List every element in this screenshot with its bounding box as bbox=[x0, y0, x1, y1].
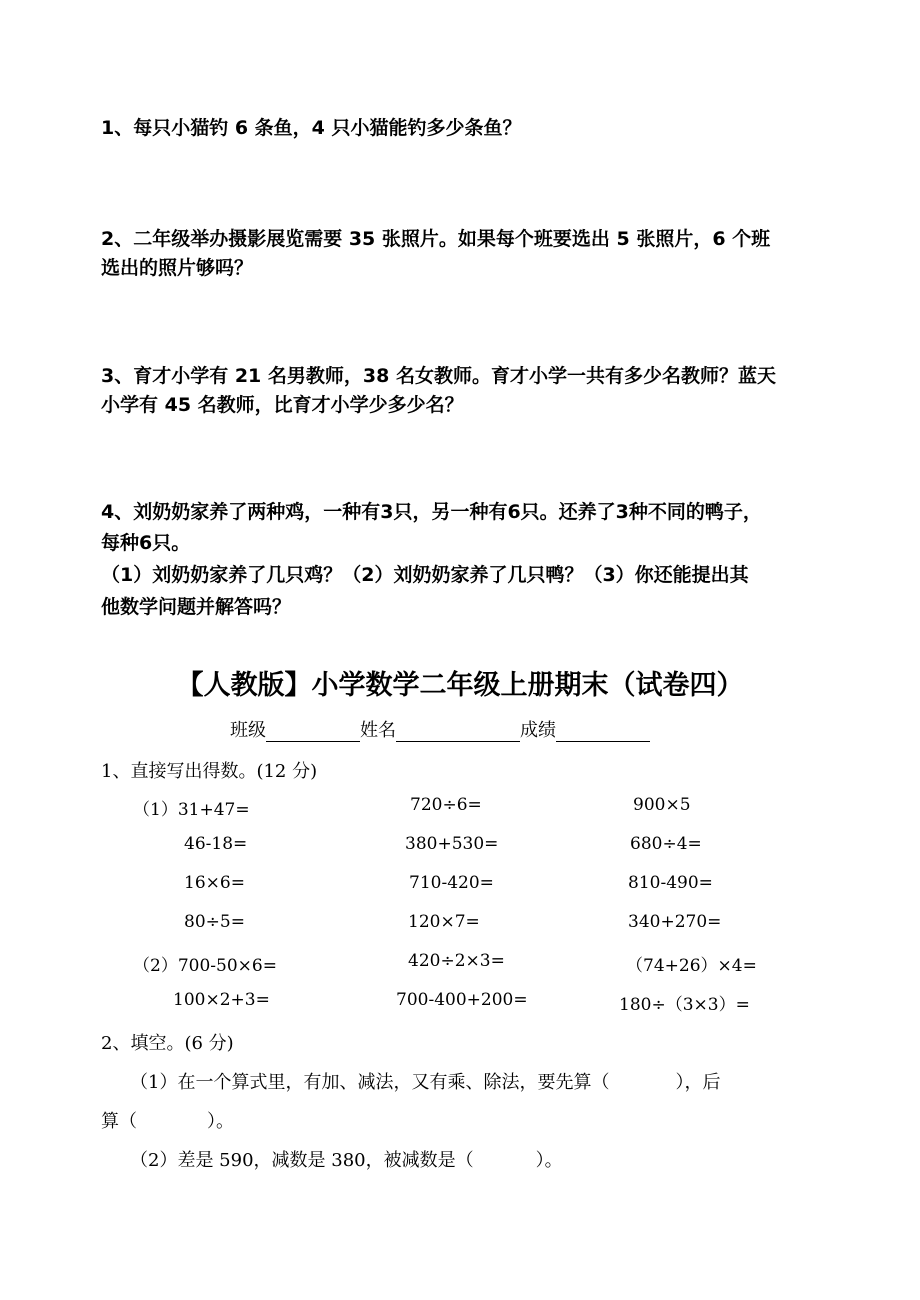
calc-item: 720÷6= bbox=[410, 795, 482, 815]
class-blank[interactable] bbox=[266, 721, 360, 742]
calc-item: 700-400+200= bbox=[396, 990, 528, 1010]
score-blank[interactable] bbox=[556, 721, 650, 742]
name-label: 姓名 bbox=[360, 720, 396, 741]
student-info-row bbox=[230, 716, 650, 742]
calc-item: 900×5 bbox=[633, 795, 691, 815]
problem-4-line-4: 他数学问题并解答吗？ bbox=[101, 596, 292, 618]
calc-item: 16×6= bbox=[184, 873, 245, 893]
calc-item: 180÷（3×3）= bbox=[619, 995, 750, 1015]
calc-item: 120×7= bbox=[408, 912, 480, 932]
section-2-heading: 2、填空。(6 分) bbox=[101, 1033, 234, 1054]
calc-item: （2）700-50×6= bbox=[133, 956, 277, 976]
problem-4-line-2: 每种6只。 bbox=[101, 532, 191, 554]
fill-question-1-line-1 bbox=[130, 1068, 720, 1094]
fill-question-2-text-b: ）。 bbox=[535, 1150, 563, 1171]
problem-3-line-1: 3、育才小学有 21 名男教师，38 名女教师。育才小学一共有多少名教师？蓝天 bbox=[101, 365, 776, 387]
calc-item: （74+26）×4= bbox=[626, 956, 757, 976]
problem-4-line-3: （1）刘奶奶家养了几只鸡？（2）刘奶奶家养了几只鸭？（3）你还能提出其 bbox=[101, 564, 749, 586]
calc-item: 380+530= bbox=[405, 834, 499, 854]
exam-title: 【人教版】小学数学二年级上册期末（试卷四） bbox=[176, 670, 744, 701]
class-label: 班级 bbox=[230, 720, 266, 741]
calc-item: 420÷2×3= bbox=[408, 951, 505, 971]
section-1-heading: 1、直接写出得数。(12 分) bbox=[101, 761, 318, 782]
calc-item: 340+270= bbox=[628, 912, 722, 932]
calc-item: 100×2+3= bbox=[173, 990, 270, 1010]
fill-question-2 bbox=[130, 1146, 563, 1172]
name-blank[interactable] bbox=[396, 721, 520, 742]
calc-item: （1）31+47= bbox=[133, 800, 250, 820]
fill-question-1-line-2 bbox=[101, 1107, 234, 1133]
problem-1: 1、每只小猫钓 6 条鱼，4 只小猫能钓多少条鱼？ bbox=[101, 117, 522, 139]
fill-question-1-text-c: 算（ bbox=[101, 1111, 137, 1132]
score-label: 成绩 bbox=[520, 720, 556, 741]
problem-4-line-1: 4、刘奶奶家养了两种鸡，一种有3只，另一种有6只。还养了3种不同的鸭子， bbox=[101, 501, 762, 523]
fill-question-1-text-a: （1）在一个算式里，有加、减法，又有乘、除法，要先算（ bbox=[130, 1072, 610, 1093]
calc-item: 710-420= bbox=[409, 873, 494, 893]
problem-3-line-2: 小学有 45 名教师，比育才小学少多少名？ bbox=[101, 394, 464, 416]
fill-question-2-text-a: （2）差是 590，减数是 380，被减数是（ bbox=[130, 1150, 474, 1171]
fill-question-1-text-d: ）。 bbox=[207, 1111, 234, 1132]
calc-item: 80÷5= bbox=[184, 912, 245, 932]
fill-question-1-text-b: ），后 bbox=[675, 1072, 721, 1093]
calc-item: 680÷4= bbox=[630, 834, 702, 854]
calc-item: 810-490= bbox=[628, 873, 713, 893]
problem-2-line-2: 选出的照片够吗？ bbox=[101, 257, 254, 279]
problem-2-line-1: 2、二年级举办摄影展览需要 35 张照片。如果每个班要选出 5 张照片，6 个班 bbox=[101, 228, 771, 250]
calc-item: 46-18= bbox=[184, 834, 248, 854]
